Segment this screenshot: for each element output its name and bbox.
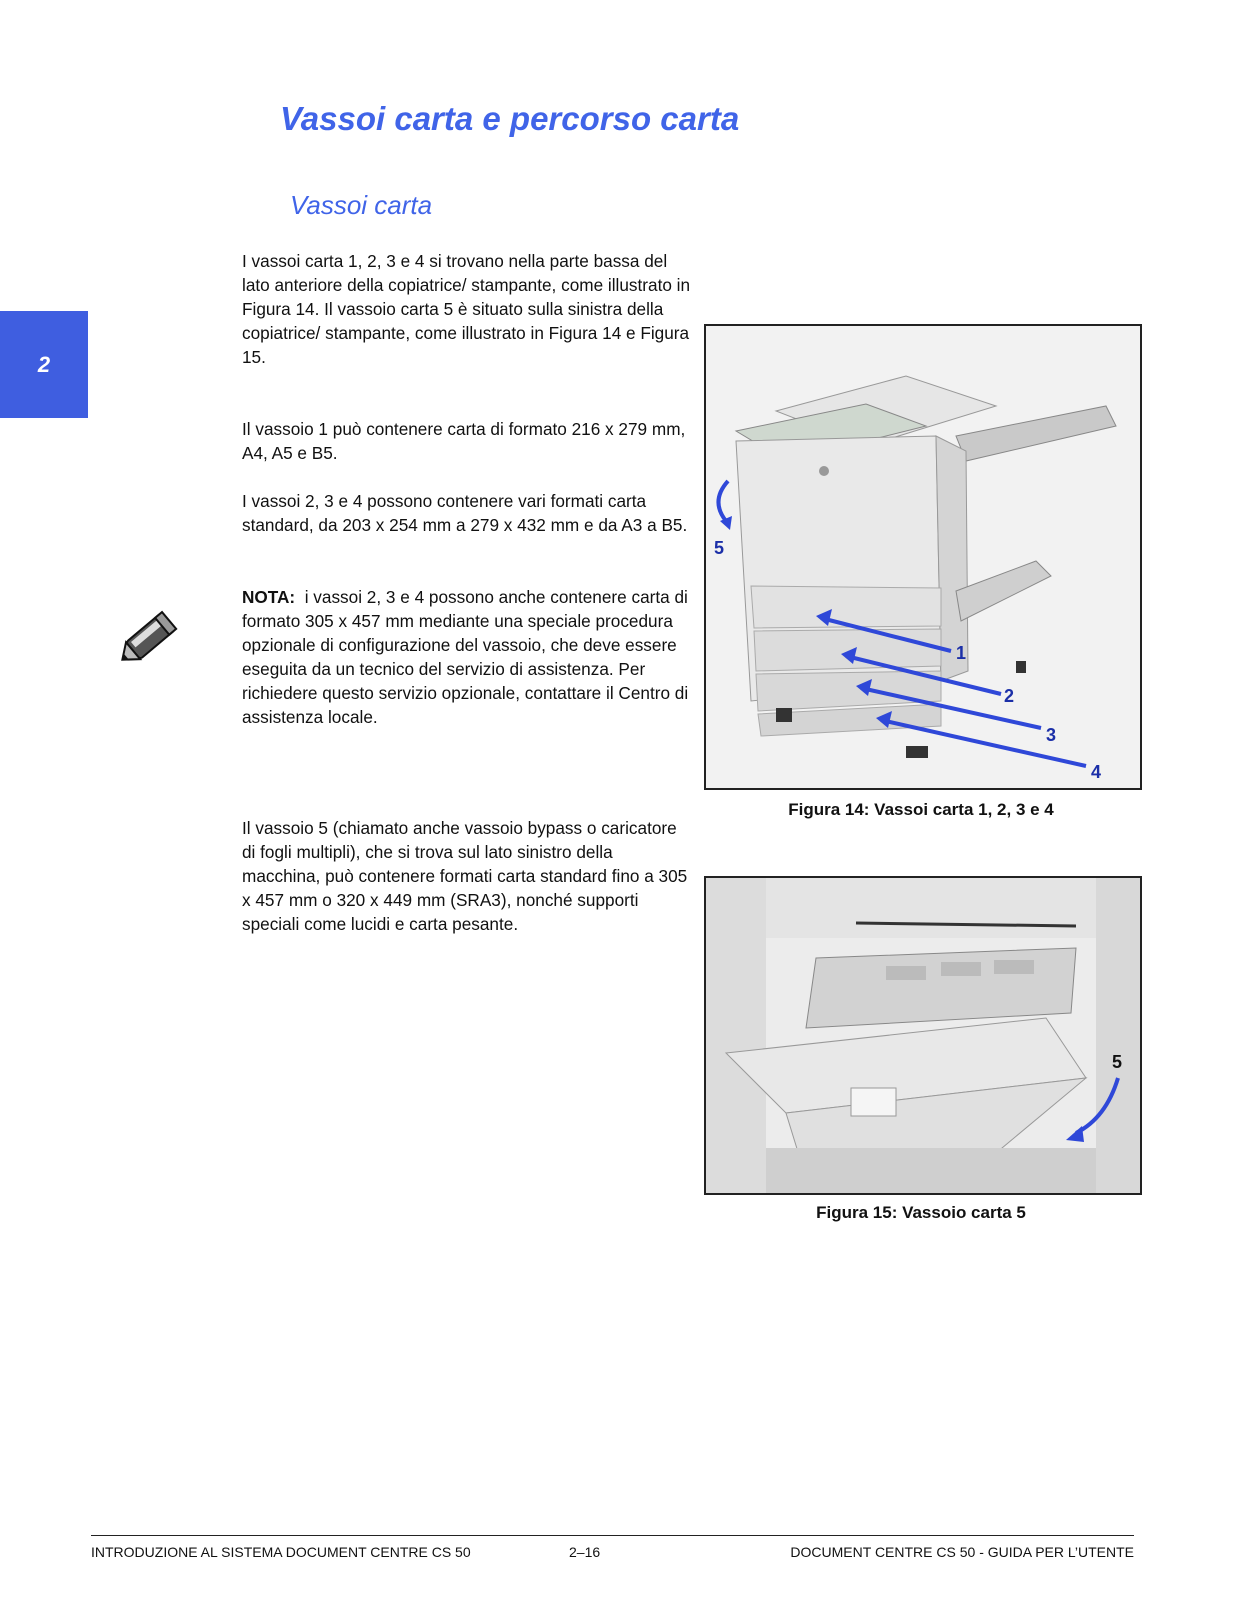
figure-14-copier-trays <box>704 324 1142 790</box>
fig15-label-5: 5 <box>1112 1052 1123 1072</box>
paragraph-tray5: Il vassoio 5 (chiamato anche vassoio bypass o caricatore di fogli multipli), che si trova sul lato sinistro della macchina, può contenere formati carta standard fino a 305 x 457 mm o 320 x 449 mm (SRA3), nonché supporti speciali come lucidi e carta pesante. <box>242 818 688 934</box>
figure-14-caption: Figura 14: Vassoi carta 1, 2, 3 e 4 <box>788 800 1054 819</box>
figure-15-caption: Figura 15: Vassoio carta 5 <box>816 1203 1026 1222</box>
fig14-label-1: 1 <box>956 643 967 663</box>
footer-left: INTRODUZIONE AL SISTEMA DOCUMENT CENTRE CS 50 <box>91 1544 471 1560</box>
section-title: Vassoi carta <box>290 190 433 220</box>
footer-page-number: 2–16 <box>569 1544 601 1560</box>
paragraph-trays-2-3-4: I vassoi 2, 3 e 4 possono contenere vari formati carta standard, da 203 x 254 mm a 279 x 432 mm e da A3 a B5. <box>242 491 688 535</box>
pencil-note-icon <box>117 598 189 670</box>
note-text: i vassoi 2, 3 e 4 possono anche contenere carta di formato 305 x 457 mm mediante una speciale procedura opzionale di configurazione del vassoio, che deve essere eseguita da un tecnico del servizio di assistenza. Per richiedere questo servizio opzionale, contattare il Centro di assistenza locale. <box>242 587 689 727</box>
page-title: Vassoi carta e percorso carta <box>280 100 740 137</box>
fig14-label-5: 5 <box>714 538 725 558</box>
figure-15-bypass-tray <box>704 876 1142 1195</box>
note-label: NOTA: <box>242 587 296 607</box>
fig14-label-2: 2 <box>1004 686 1015 706</box>
paragraph-tray-location: I vassoi carta 1, 2, 3 e 4 si trovano nella parte bassa del lato anteriore della copiatrice/ stampante, come illustrato in Figura 14. Il vassoio carta 5 è situato sulla sinistra della copiatrice/ stampante, come illustrato in Figura 14 e Figura 15. <box>242 251 691 367</box>
footer-divider <box>91 1535 1134 1536</box>
chapter-tab: 2 <box>0 311 88 418</box>
fig14-label-3: 3 <box>1046 725 1057 745</box>
fig14-label-4: 4 <box>1091 762 1102 782</box>
paragraph-tray1: Il vassoio 1 può contenere carta di formato 216 x 279 mm, A4, A5 e B5. <box>242 419 686 463</box>
note-paragraph <box>242 585 694 729</box>
footer-right: DOCUMENT CENTRE CS 50 - GUIDA PER L’UTENTE <box>790 1544 1134 1560</box>
